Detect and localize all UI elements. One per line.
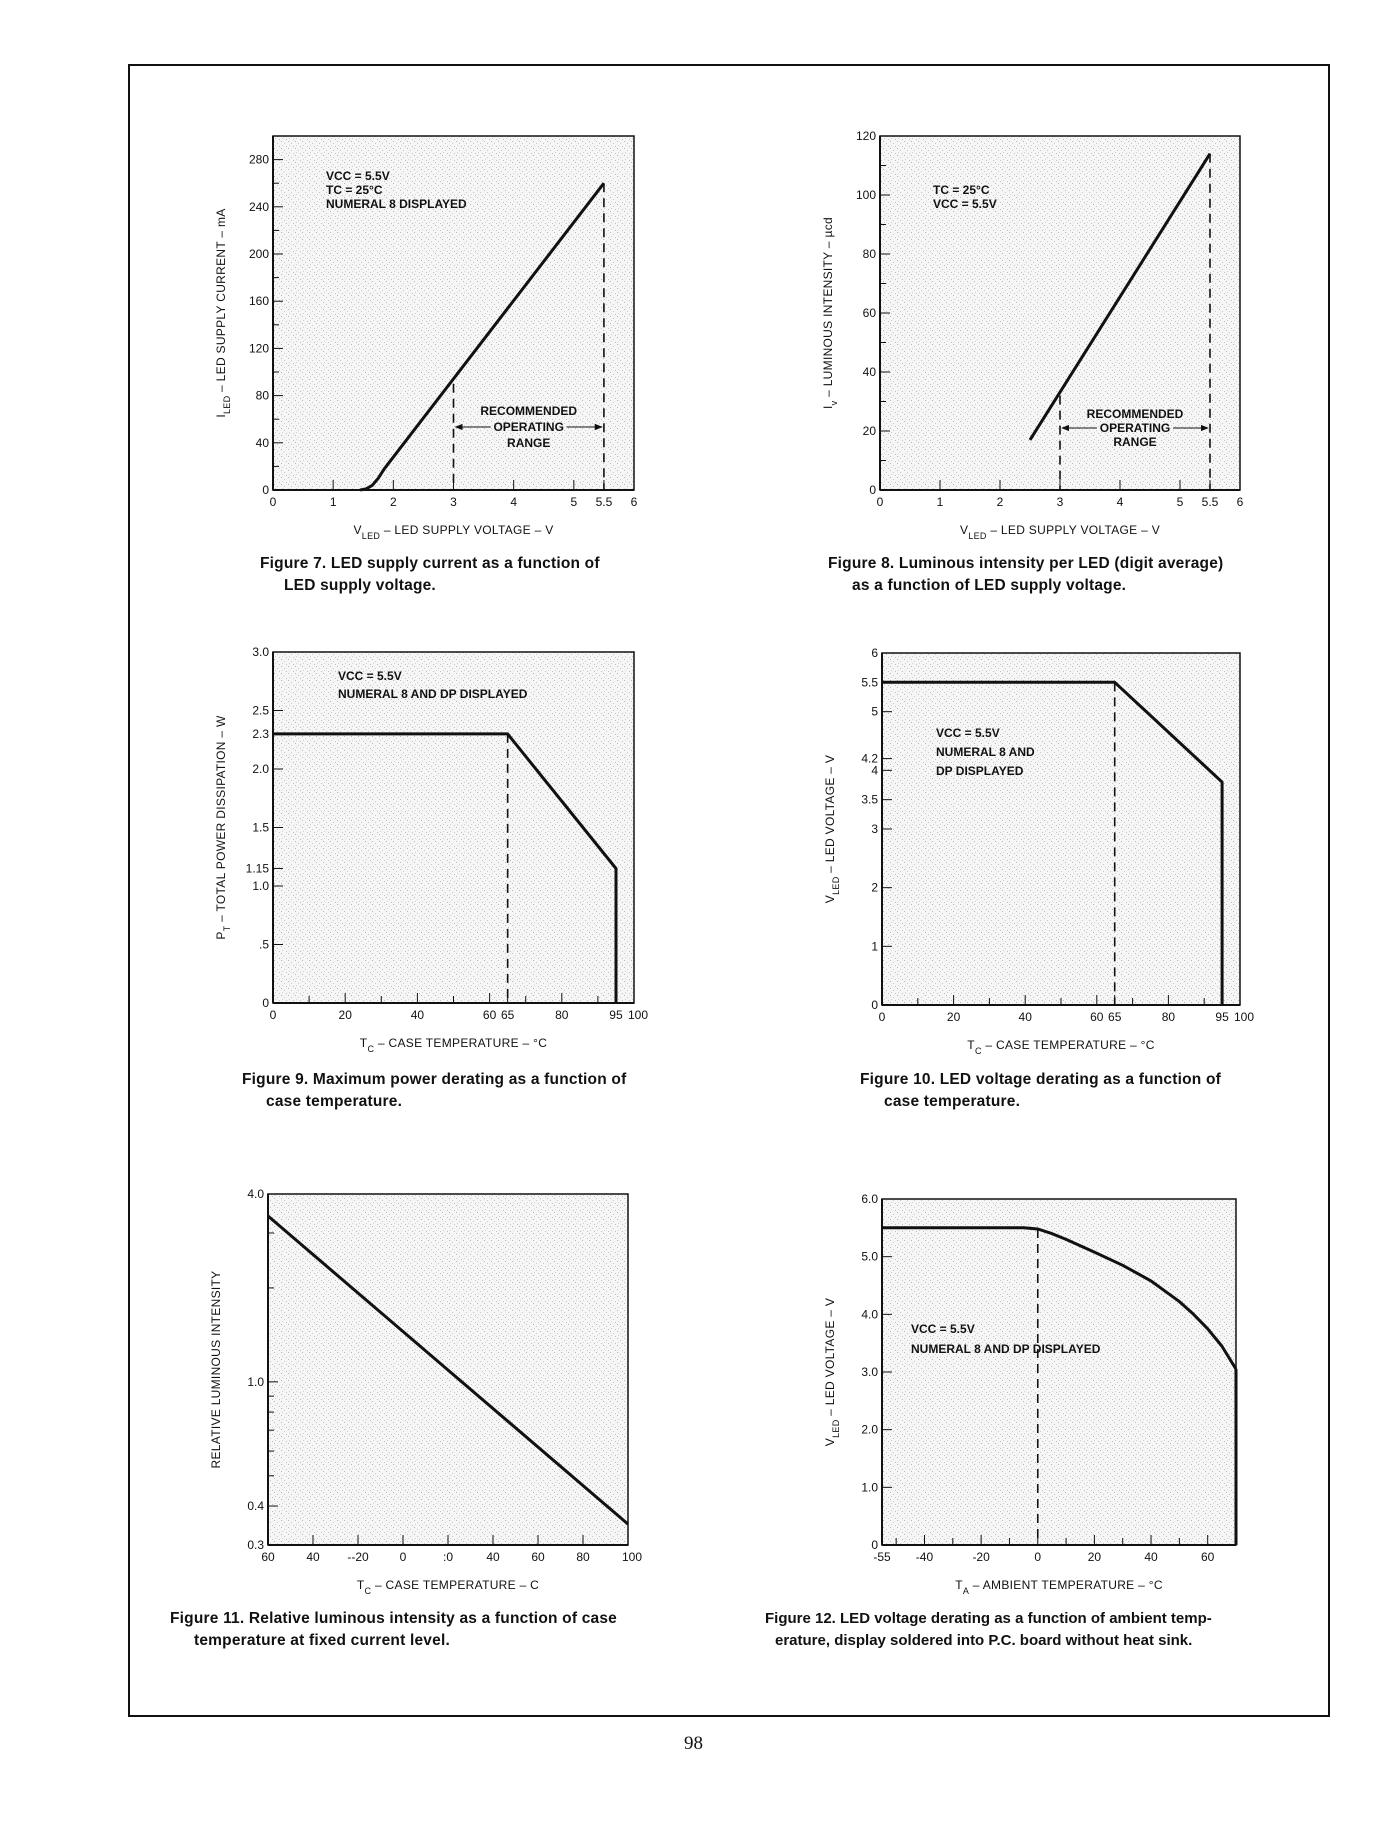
- x-tick-label: 60: [531, 1550, 545, 1564]
- x-tick-label: 40: [410, 1008, 425, 1022]
- y-tick-label: 0: [871, 1538, 878, 1552]
- page-number: 98: [684, 1733, 703, 1754]
- x-tick-label: 60: [1090, 1010, 1104, 1024]
- caption-line-1: Figure 9. Maximum power derating as a function of: [242, 1071, 627, 1088]
- x-axis-title: $T_C$ – CASE TEMPERATURE – C: [356, 1578, 540, 1596]
- caption-line-2: erature, display soldered into P.C. board without heat sink.: [775, 1632, 1193, 1649]
- y-tick-label: 2.3: [252, 726, 269, 741]
- x-tick-label: 0: [1034, 1550, 1042, 1564]
- x-tick-label: 2: [996, 495, 1004, 509]
- range-annotation-text: OPERATING: [1099, 421, 1171, 435]
- range-annotation-text: RANGE: [1113, 435, 1157, 449]
- y-tick-label: 100: [855, 188, 876, 202]
- figure-8-chart: [821, 129, 1244, 541]
- y-tick-label: 20: [862, 424, 876, 438]
- y-axis-title: $I_v$ – LUMINOUS INTENSITY – µcd: [821, 217, 839, 409]
- chart-annotation: VCC = 5.5V: [338, 669, 402, 683]
- y-tick-label: 3.5: [861, 792, 878, 807]
- x-tick-label: -20: [972, 1550, 990, 1564]
- chart-annotation: VCC = 5.5V: [911, 1322, 975, 1336]
- chart-annotation: NUMERAL 8 AND DP DISPLAYED: [338, 687, 528, 701]
- x-tick-label: 100: [1233, 1010, 1255, 1024]
- y-tick-label: 1: [871, 939, 878, 954]
- caption-line-2: LED supply voltage.: [284, 577, 436, 594]
- y-tick-label: 0: [869, 483, 876, 497]
- y-tick-label: 2.0: [252, 762, 269, 776]
- x-axis-title: $T_A$ – AMBIENT TEMPERATURE – °C: [955, 1578, 1163, 1596]
- y-tick-label: 80: [255, 388, 269, 403]
- x-tick-label: 0: [269, 1008, 277, 1022]
- y-tick-label: 120: [248, 341, 269, 356]
- x-tick-label: 20: [1087, 1550, 1102, 1564]
- x-tick-label: 40: [486, 1550, 500, 1564]
- x-tick-label: 0: [878, 1010, 886, 1024]
- y-axis-title: $P_T$ – TOTAL POWER DISSIPATION – W: [214, 715, 232, 940]
- x-tick-label: 2: [389, 495, 397, 509]
- y-tick-label: 2: [871, 880, 878, 895]
- figure-8-caption: [828, 553, 1223, 597]
- figure-7-caption: [260, 553, 600, 597]
- y-tick-label: 2.5: [252, 703, 269, 718]
- x-tick-label: -40: [915, 1550, 934, 1564]
- x-axis-title: $V_{LED}$ – LED SUPPLY VOLTAGE – V: [959, 523, 1161, 541]
- chart-annotation: VCC = 5.5V: [933, 197, 997, 211]
- x-tick-label: 0: [876, 495, 884, 509]
- y-tick-label: 4.0: [861, 1307, 878, 1322]
- y-tick-label: 280: [248, 152, 269, 167]
- x-tick-label: 40: [306, 1550, 320, 1564]
- x-tick-label: 6: [630, 495, 638, 509]
- x-tick-label: 20: [338, 1008, 352, 1022]
- y-tick-label: 80: [862, 247, 876, 261]
- x-tick-label: 80: [555, 1008, 569, 1022]
- x-tick-label: 4: [510, 495, 518, 509]
- x-tick-label: 5: [570, 495, 578, 509]
- x-tick-label: 60: [261, 1550, 275, 1564]
- y-tick-label: 160: [248, 294, 269, 309]
- y-tick-label: 1.5: [252, 820, 269, 835]
- y-tick-label: 0: [871, 998, 878, 1012]
- x-axis-title: $T_C$ – CASE TEMPERATURE – °C: [359, 1036, 548, 1054]
- x-tick-label: 65: [1108, 1010, 1122, 1024]
- x-tick-label: 80: [576, 1550, 590, 1564]
- figure-11-chart: [209, 1187, 642, 1596]
- range-annotation-text: OPERATING: [493, 420, 564, 434]
- x-tick-label: :0: [442, 1550, 454, 1564]
- y-tick-label: 2.0: [861, 1422, 878, 1437]
- caption-line-2: case temperature.: [266, 1093, 403, 1110]
- figure-12-chart: [823, 1192, 1236, 1596]
- x-tick-label: 65: [500, 1008, 515, 1022]
- y-axis-title: RELATIVE LUMINOUS INTENSITY: [209, 1270, 223, 1469]
- x-tick-label: 20: [946, 1010, 961, 1024]
- y-tick-label: 6: [871, 646, 878, 660]
- range-annotation-text: RECOMMENDED: [1086, 407, 1184, 421]
- y-tick-label: 1.0: [252, 879, 269, 893]
- y-tick-label: 5.5: [861, 675, 878, 690]
- figure-12-caption: [765, 1608, 1212, 1652]
- chart-annotation: NUMERAL 8 AND DP DISPLAYED: [911, 1342, 1101, 1356]
- x-tick-label: 5.5: [595, 495, 613, 509]
- chart-annotation: NUMERAL 8 DISPLAYED: [326, 197, 467, 211]
- x-tick-label: 3: [450, 495, 457, 509]
- caption-line-1: Figure 11. Relative luminous intensity as a function of case: [170, 1610, 617, 1627]
- x-tick-label: 0: [399, 1550, 407, 1564]
- y-tick-label: 0: [262, 483, 269, 497]
- x-tick-label: 6: [1236, 495, 1244, 509]
- caption-line-1: Figure 12. LED voltage derating as a function of ambient temp-: [765, 1610, 1212, 1627]
- x-tick-label: 1: [329, 495, 337, 509]
- range-annotation-text: RANGE: [507, 436, 551, 450]
- x-tick-label: 3: [1056, 495, 1064, 509]
- y-tick-label: 5.0: [861, 1249, 878, 1264]
- chart-annotation: TC = 25°C: [933, 183, 990, 197]
- y-tick-label: 3: [871, 822, 878, 836]
- figure-10-caption: [860, 1069, 1221, 1113]
- x-tick-label: 1: [936, 495, 944, 509]
- y-tick-label: 3.0: [252, 645, 269, 659]
- x-tick-label: -55: [873, 1550, 891, 1564]
- caption-line-1: Figure 8. Luminous intensity per LED (digit average): [828, 555, 1224, 572]
- chart-annotation: TC = 25°C: [326, 183, 383, 197]
- y-tick-label: 120: [855, 129, 876, 143]
- y-tick-label: 1.15: [245, 861, 269, 876]
- y-tick-label: 1.0: [247, 1374, 264, 1389]
- x-tick-label: 5.5: [1201, 495, 1219, 509]
- x-tick-label: 100: [627, 1008, 649, 1022]
- chart-annotation: DP DISPLAYED: [936, 764, 1024, 778]
- plot-area: [882, 653, 1240, 1005]
- plot-area: [273, 652, 634, 1003]
- caption-line-2: case temperature.: [884, 1093, 1021, 1110]
- y-tick-label: 1.0: [861, 1480, 878, 1495]
- x-tick-label: --20: [347, 1550, 369, 1564]
- caption-line-2: temperature at fixed current level.: [194, 1632, 450, 1649]
- y-axis-title: $V_{LED}$ – LED VOLTAGE – V: [823, 1297, 841, 1447]
- chart-annotation: VCC = 5.5V: [326, 169, 390, 183]
- y-tick-label: 200: [248, 247, 269, 261]
- chart-annotation: NUMERAL 8 AND: [936, 745, 1035, 759]
- y-tick-label: .5: [258, 937, 269, 952]
- y-tick-label: 0.4: [247, 1499, 264, 1514]
- x-tick-label: 95: [1215, 1010, 1229, 1024]
- x-axis-title: $V_{LED}$ – LED SUPPLY VOLTAGE – V: [353, 523, 554, 541]
- x-tick-label: 5: [1176, 495, 1184, 509]
- x-tick-label: 40: [1144, 1550, 1158, 1564]
- figure-11-caption: [170, 1608, 617, 1652]
- x-tick-label: 95: [609, 1008, 623, 1022]
- y-tick-label: 3.0: [861, 1365, 878, 1379]
- y-tick-label: 4: [871, 763, 878, 778]
- figure-9-chart: [214, 645, 648, 1054]
- x-tick-label: 60: [482, 1008, 497, 1022]
- figure-10-chart: [823, 646, 1254, 1056]
- y-tick-label: 240: [248, 199, 269, 214]
- y-tick-label: 40: [862, 365, 876, 379]
- y-tick-label: 4.2: [861, 751, 878, 766]
- x-tick-label: 100: [621, 1550, 643, 1564]
- y-tick-label: 5: [871, 704, 878, 719]
- y-tick-label: 6.0: [861, 1192, 878, 1206]
- x-tick-label: 60: [1201, 1550, 1215, 1564]
- figure-7-chart: [214, 136, 638, 541]
- plot-area: [882, 1199, 1236, 1545]
- y-tick-label: 0.3: [247, 1538, 264, 1552]
- x-axis-title: $T_C$ – CASE TEMPERATURE – °C: [967, 1038, 1155, 1056]
- chart-annotation: VCC = 5.5V: [936, 726, 1000, 740]
- caption-line-1: Figure 7. LED supply current as a function of: [260, 555, 600, 572]
- x-tick-label: 0: [269, 495, 277, 509]
- y-tick-label: 60: [862, 306, 876, 320]
- caption-line-2: as a function of LED supply voltage.: [852, 577, 1127, 594]
- y-tick-label: 40: [255, 435, 269, 450]
- y-axis-title: $V_{LED}$ – LED VOLTAGE – V: [823, 754, 841, 904]
- x-tick-label: 80: [1161, 1010, 1176, 1024]
- caption-line-1: Figure 10. LED voltage derating as a function of: [860, 1071, 1221, 1088]
- y-axis-title: $I_{LED}$ – LED SUPPLY CURRENT – mA: [214, 208, 232, 418]
- y-tick-label: 0: [262, 996, 269, 1010]
- x-tick-label: 40: [1018, 1010, 1032, 1024]
- figure-9-caption: [242, 1069, 626, 1113]
- x-tick-label: 4: [1116, 495, 1124, 509]
- y-tick-label: 4.0: [247, 1187, 264, 1201]
- range-annotation-text: RECOMMENDED: [480, 404, 578, 418]
